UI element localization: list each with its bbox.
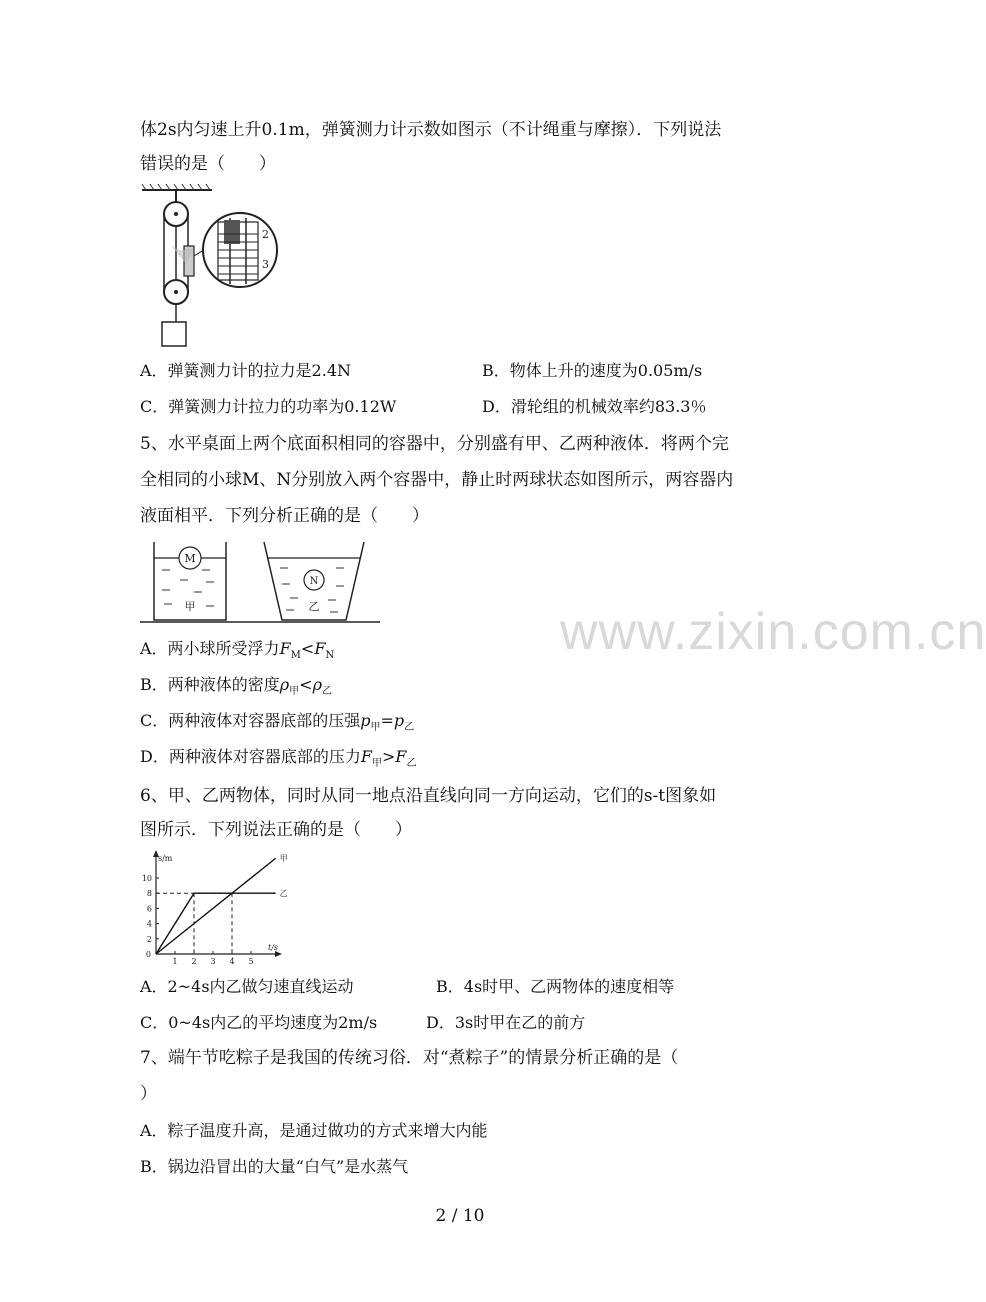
q7-stem-line2: ）	[140, 1084, 157, 1104]
y-tick-label: 6	[146, 904, 152, 914]
containers-figure	[140, 540, 380, 626]
q6-option-b: B．4s时甲、乙两物体的速度相等	[436, 977, 675, 996]
q4-option-a: A．弹簧测力计的拉力是2.4N	[140, 361, 352, 380]
q7-option-b: B．锅边沿冒出的大量“白气”是水蒸气	[140, 1157, 409, 1176]
page-number: 2 / 10	[435, 1206, 485, 1226]
st-graph	[140, 850, 310, 968]
q5-option-c: C．两种液体对容器底部的压强$p_甲=p_乙$	[140, 711, 415, 734]
y-tick-label: 10	[141, 874, 152, 883]
y-tick-label: 8	[146, 889, 152, 899]
q6-option-c: C．0~4s内乙的平均速度为2m/s	[140, 1013, 378, 1032]
watermark: www.zixin.com.cn	[560, 603, 986, 661]
series-line-0	[156, 858, 279, 954]
x-tick-label: 4	[229, 957, 235, 966]
series-label-1: 乙	[279, 889, 288, 899]
q6-option-a: A．2~4s内乙做匀速直线运动	[140, 977, 354, 996]
q4-option-c: C．弹簧测力计拉力的功率为0.12W	[140, 397, 397, 416]
q4-stem-line1: 体2s内匀速上升0.1m，弹簧测力计示数如图示（不计绳重与摩擦）．下列说法	[140, 120, 722, 140]
q5-option-a: A．两小球所受浮力$F_M<F_N$	[140, 639, 335, 662]
q5-option-d: D．两种液体对容器底部的压力$F_甲>F_乙$	[140, 747, 417, 770]
ball-n-label: N	[309, 576, 319, 587]
series-line-1	[156, 893, 279, 954]
q7-stem-line1: 7、端午节吃粽子是我国的传统习俗．对“煮粽子”的情景分析正确的是（	[140, 1048, 679, 1068]
liquid-yi-label: 乙	[308, 600, 320, 613]
q6-stem-line1: 6、甲、乙两物体，同时从同一地点沿直线向同一方向运动，它们的s-t图象如	[140, 786, 717, 806]
x-tick-label: 3	[210, 957, 216, 966]
pulley-system-figure	[140, 184, 280, 350]
q5-stem-line1: 5、水平桌面上两个底面积相同的容器中，分别盛有甲、乙两种液体．将两个完	[140, 434, 729, 454]
q7-option-a: A．粽子温度升高，是通过做功的方式来增大内能	[140, 1121, 488, 1140]
y-axis-label: s/m	[158, 854, 173, 863]
scale-label-2: 2	[262, 228, 269, 241]
q5-option-b: B．两种液体的密度$\rho_甲<\rho_乙$	[140, 675, 332, 698]
q5-stem-line2: 全相同的小球M、N分别放入两个容器中，静止时两球状态如图所示，两容器内	[140, 470, 734, 490]
liquid-jia-label: 甲	[184, 600, 196, 613]
origin-label: 0	[145, 950, 151, 959]
x-tick-label: 2	[191, 957, 197, 966]
q4-stem-line2: 错误的是（ ）	[140, 154, 276, 174]
y-tick-label: 2	[146, 934, 152, 944]
series-label-0: 甲	[279, 854, 288, 864]
q4-option-b: B．物体上升的速度为0.05m/s	[482, 361, 703, 380]
q4-option-d: D．滑轮组的机械效率约83.3％	[482, 397, 707, 416]
ball-m-label: M	[184, 552, 196, 565]
scale-label-3: 3	[262, 258, 269, 271]
q6-stem-line2: 图所示．下列说法正确的是（ ）	[140, 820, 412, 840]
x-tick-label: 5	[248, 957, 254, 966]
x-tick-label: 1	[172, 957, 178, 966]
q6-option-d: D．3s时甲在乙的前方	[426, 1013, 586, 1032]
q5-stem-line3: 液面相平．下列分析正确的是（ ）	[140, 506, 429, 526]
x-axis-label: t/s	[268, 943, 279, 952]
y-tick-label: 4	[146, 919, 152, 929]
